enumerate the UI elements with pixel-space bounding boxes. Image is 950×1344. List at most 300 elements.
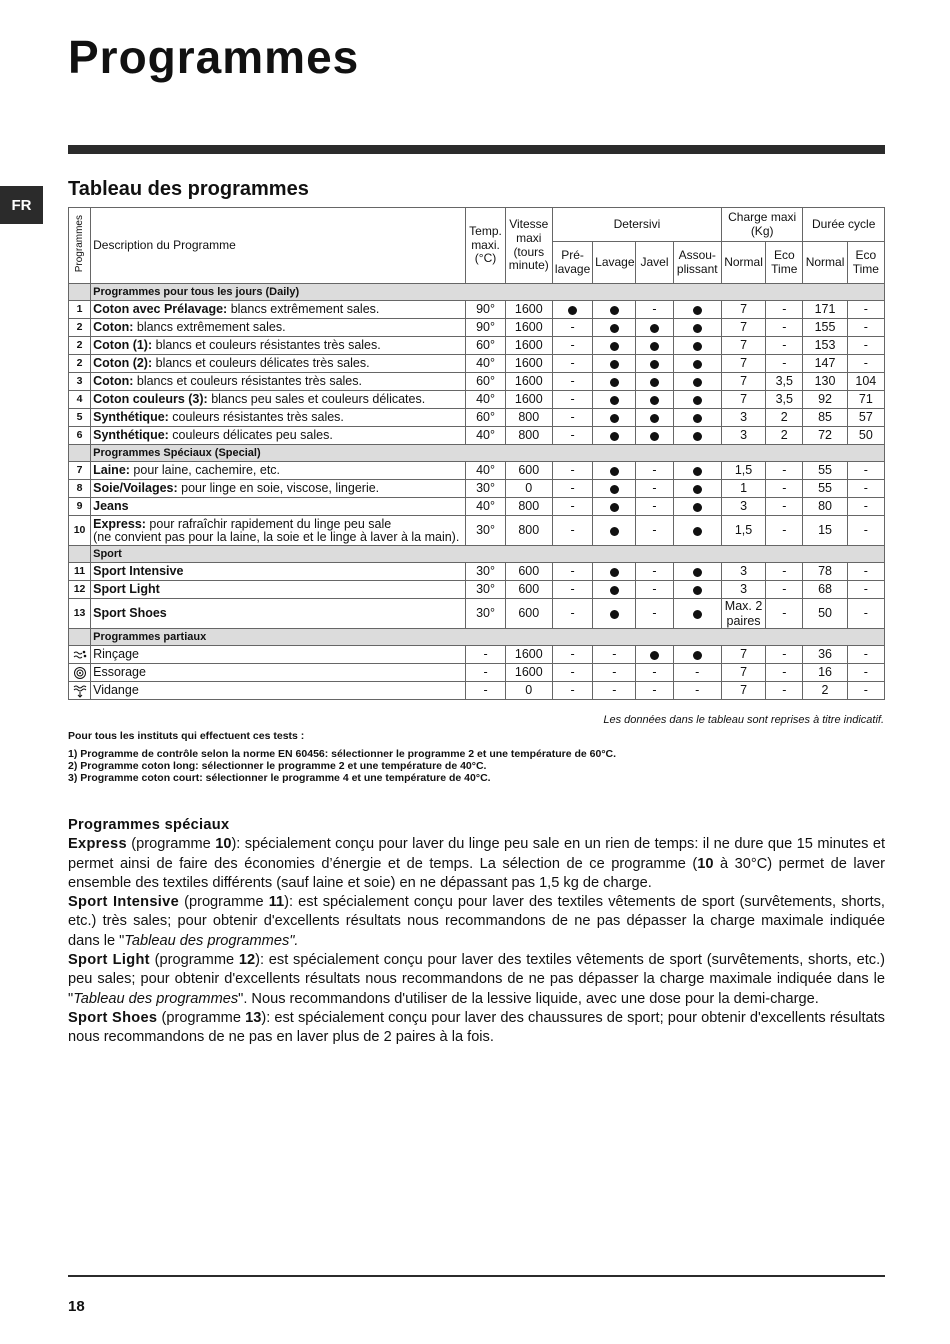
charge-eco-cell: - — [766, 664, 803, 682]
program-number — [69, 646, 91, 664]
charge-normal-cell: 7 — [721, 646, 765, 664]
assouplissant-cell — [673, 581, 721, 599]
temp-cell: 30° — [466, 599, 505, 629]
dot-marker — [693, 467, 702, 476]
prelavage-cell: - — [552, 480, 592, 498]
temp-cell: 90° — [466, 301, 505, 319]
charge-normal-cell: 3 — [721, 409, 765, 427]
sport-light-paragraph: Sport Light (programme 12): est spécialement conçu pour laver des textiles vêtements de sport (survêtements, shorts, etc.) peu sales; pour obtenir d'excellents résultats nous recommandons de ne pas dépasser la charge maximale indiquée dans le "Tableau des programmes". Nous recommandons d'utiliser de la lessive liquide, avec une dose pour la demi-charge. — [68, 952, 885, 1007]
header-duree-normal: Normal — [803, 242, 847, 284]
program-number: 2 — [69, 337, 91, 355]
assouplissant-cell — [673, 498, 721, 516]
charge-eco-cell: - — [766, 301, 803, 319]
prelavage-cell: - — [552, 391, 592, 409]
temp-cell: 30° — [466, 581, 505, 599]
table-row — [69, 581, 885, 599]
prelavage-cell: - — [552, 563, 592, 581]
dot-marker — [610, 324, 619, 333]
header-temp: Temp. maxi. (°C) — [466, 208, 505, 284]
assouplissant-cell — [673, 462, 721, 480]
charge-eco-cell: 3,5 — [766, 373, 803, 391]
header-assouplissant: Assou-plissant — [673, 242, 721, 284]
charge-eco-cell: - — [766, 646, 803, 664]
duree-eco-cell: - — [847, 599, 884, 629]
program-number: 6 — [69, 427, 91, 445]
dot-marker — [693, 651, 702, 660]
charge-normal-cell: 7 — [721, 301, 765, 319]
duree-normal-cell: 78 — [803, 563, 847, 581]
program-description: Laine: pour laine, cachemire, etc. — [91, 462, 466, 480]
charge-normal-cell: Max. 2 paires — [721, 599, 765, 629]
assouplissant-cell — [673, 337, 721, 355]
dot-marker — [610, 527, 619, 536]
charge-normal-cell: 1 — [721, 480, 765, 498]
duree-normal-cell: 92 — [803, 391, 847, 409]
dot-marker — [693, 306, 702, 315]
table-row — [69, 391, 885, 409]
special-programs-section — [68, 816, 885, 1048]
prelavage-cell: - — [552, 664, 592, 682]
program-number: 4 — [69, 391, 91, 409]
lavage-cell: - — [593, 682, 636, 700]
duree-normal-cell: 55 — [803, 480, 847, 498]
charge-normal-cell: 7 — [721, 373, 765, 391]
program-description: Coton avec Prélavage: blancs extrêmement sales. — [91, 301, 466, 319]
temp-cell: 30° — [466, 480, 505, 498]
table-row — [69, 682, 885, 700]
dot-marker — [568, 306, 577, 315]
dot-marker — [693, 586, 702, 595]
table-row — [69, 599, 885, 629]
temp-cell: 40° — [466, 462, 505, 480]
charge-eco-cell: - — [766, 581, 803, 599]
assouplissant-cell — [673, 409, 721, 427]
rinse-icon — [73, 648, 87, 662]
charge-normal-cell: 7 — [721, 355, 765, 373]
section-spacer — [69, 284, 91, 301]
dot-marker — [693, 324, 702, 333]
table-row — [69, 516, 885, 546]
duree-normal-cell: 155 — [803, 319, 847, 337]
lavage-cell — [593, 301, 636, 319]
program-description: Soie/Voilages: pour linge en soie, viscose, lingerie. — [91, 480, 466, 498]
charge-eco-cell: - — [766, 516, 803, 546]
program-description: Vidange — [91, 682, 466, 700]
prelavage-cell: - — [552, 498, 592, 516]
assouplissant-cell — [673, 319, 721, 337]
charge-normal-cell: 3 — [721, 563, 765, 581]
temp-cell: - — [466, 646, 505, 664]
temp-cell: - — [466, 682, 505, 700]
assouplissant-cell — [673, 373, 721, 391]
assouplissant-cell — [673, 516, 721, 546]
duree-eco-cell: 57 — [847, 409, 884, 427]
program-number — [69, 682, 91, 700]
header-charge-normal: Normal — [721, 242, 765, 284]
section-row — [69, 284, 885, 301]
duree-eco-cell: - — [847, 563, 884, 581]
dot-marker — [650, 396, 659, 405]
duree-eco-cell: 71 — [847, 391, 884, 409]
javel-cell: - — [636, 581, 673, 599]
javel-cell: - — [636, 462, 673, 480]
page-number: 18 — [68, 1298, 85, 1315]
lavage-cell: - — [593, 664, 636, 682]
duree-eco-cell: - — [847, 337, 884, 355]
charge-eco-cell: 3,5 — [766, 391, 803, 409]
duree-normal-cell: 36 — [803, 646, 847, 664]
lavage-cell — [593, 480, 636, 498]
duree-normal-cell: 50 — [803, 599, 847, 629]
assouplissant-cell — [673, 480, 721, 498]
dot-marker — [650, 651, 659, 660]
table-row — [69, 563, 885, 581]
charge-eco-cell: - — [766, 480, 803, 498]
duree-eco-cell: - — [847, 682, 884, 700]
lavage-cell: - — [593, 646, 636, 664]
dot-marker — [693, 432, 702, 441]
program-description: Essorage — [91, 664, 466, 682]
speed-cell: 1600 — [505, 373, 552, 391]
duree-normal-cell: 68 — [803, 581, 847, 599]
javel-cell — [636, 319, 673, 337]
lavage-cell — [593, 498, 636, 516]
charge-eco-cell: 2 — [766, 409, 803, 427]
table-row — [69, 480, 885, 498]
dot-marker — [693, 360, 702, 369]
prelavage-cell: - — [552, 581, 592, 599]
dot-marker — [610, 503, 619, 512]
lavage-cell — [593, 337, 636, 355]
header-programmes: Programmes — [69, 208, 91, 284]
lavage-cell — [593, 516, 636, 546]
header-speed: Vitesse maxi (tours minute) — [505, 208, 552, 284]
program-description: Sport Shoes — [91, 599, 466, 629]
table-row — [69, 664, 885, 682]
section-label: Sport — [91, 546, 885, 563]
duree-normal-cell: 130 — [803, 373, 847, 391]
lavage-cell — [593, 319, 636, 337]
javel-cell: - — [636, 480, 673, 498]
dot-marker — [610, 360, 619, 369]
header-javel: Javel — [636, 242, 673, 284]
charge-eco-cell: - — [766, 599, 803, 629]
section-row — [69, 445, 885, 462]
speed-cell: 800 — [505, 427, 552, 445]
language-tab: FR — [0, 186, 43, 224]
duree-eco-cell: - — [847, 319, 884, 337]
prelavage-cell: - — [552, 682, 592, 700]
temp-cell: 40° — [466, 427, 505, 445]
table-row — [69, 409, 885, 427]
drain-icon — [73, 684, 87, 698]
header-duree-eco: Eco Time — [847, 242, 884, 284]
duree-normal-cell: 147 — [803, 355, 847, 373]
dot-marker — [693, 610, 702, 619]
speed-cell: 0 — [505, 480, 552, 498]
speed-cell: 1600 — [505, 337, 552, 355]
charge-normal-cell: 3 — [721, 498, 765, 516]
javel-cell — [636, 373, 673, 391]
charge-eco-cell: - — [766, 319, 803, 337]
dot-marker — [610, 378, 619, 387]
section-label: Programmes partiaux — [91, 629, 885, 646]
lavage-cell — [593, 599, 636, 629]
program-description: Jeans — [91, 498, 466, 516]
temp-cell: 60° — [466, 409, 505, 427]
duree-normal-cell: 72 — [803, 427, 847, 445]
assouplissant-cell — [673, 301, 721, 319]
lavage-cell — [593, 427, 636, 445]
javel-cell — [636, 427, 673, 445]
prelavage-cell: - — [552, 516, 592, 546]
assouplissant-cell — [673, 646, 721, 664]
javel-cell — [636, 355, 673, 373]
section-row — [69, 629, 885, 646]
charge-normal-cell: 7 — [721, 337, 765, 355]
duree-normal-cell: 171 — [803, 301, 847, 319]
lavage-cell — [593, 563, 636, 581]
program-number: 8 — [69, 480, 91, 498]
temp-cell: - — [466, 664, 505, 682]
section-spacer — [69, 629, 91, 646]
program-description: Sport Light — [91, 581, 466, 599]
prelavage-cell: - — [552, 319, 592, 337]
javel-cell: - — [636, 682, 673, 700]
duree-normal-cell: 16 — [803, 664, 847, 682]
table-row — [69, 462, 885, 480]
section-label: Programmes Spéciaux (Special) — [91, 445, 885, 462]
speed-cell: 0 — [505, 682, 552, 700]
program-description: Express: pour rafraîchir rapidement du linge peu sale (ne convient pas pour la laine, la soie et le linge à laver à la main). — [91, 516, 466, 546]
dot-marker — [610, 586, 619, 595]
program-description: Coton (2): blancs et couleurs délicates très sales. — [91, 355, 466, 373]
table-row — [69, 301, 885, 319]
prelavage-cell: - — [552, 462, 592, 480]
dot-marker — [610, 306, 619, 315]
dot-marker — [693, 527, 702, 536]
special-heading: Programmes spéciaux — [68, 817, 230, 833]
program-number: 12 — [69, 581, 91, 599]
charge-eco-cell: 2 — [766, 427, 803, 445]
table-row — [69, 427, 885, 445]
assouplissant-cell: - — [673, 682, 721, 700]
header-charge: Charge maxi (Kg) — [721, 208, 802, 242]
charge-normal-cell: 7 — [721, 391, 765, 409]
header-charge-eco: Eco Time — [766, 242, 803, 284]
note-line: 3) Programme coton court: sélectionner le programme 4 et une température de 40°C. — [68, 772, 491, 784]
program-number: 11 — [69, 563, 91, 581]
javel-cell — [636, 409, 673, 427]
prelavage-cell: - — [552, 646, 592, 664]
express-paragraph: Express (programme 10): spécialement conçu pour laver du linge peu sale en un rien de temps: il ne dure que 15 minutes et permet ainsi de faire des économies d’énergie et de temps. La sélection de ce programme (10 à 30°C) permet de laver ensemble des textiles différents (sauf laine et soie) en ne dépassant pas 1,5 kg de charge. — [68, 836, 885, 891]
header-lavage: Lavage — [593, 242, 636, 284]
speed-cell: 800 — [505, 498, 552, 516]
table-note: Les données dans le tableau sont reprises à titre indicatif. — [603, 714, 884, 726]
assouplissant-cell — [673, 599, 721, 629]
sport-shoes-paragraph: Sport Shoes (programme 13): est spécialement conçu pour laver des chaussures de sport; pour obtenir d'excellents résultats nous recommandons de ne pas en laver plus de 2 paires à la fois. — [68, 1009, 885, 1046]
duree-eco-cell: - — [847, 301, 884, 319]
program-number: 1 — [69, 301, 91, 319]
javel-cell: - — [636, 516, 673, 546]
duree-normal-cell: 55 — [803, 462, 847, 480]
table-row — [69, 355, 885, 373]
program-description: Coton: blancs et couleurs résistantes très sales. — [91, 373, 466, 391]
duree-eco-cell: - — [847, 355, 884, 373]
temp-cell: 60° — [466, 373, 505, 391]
program-description: Synthétique: couleurs délicates peu sales. — [91, 427, 466, 445]
header-detersivi: Detersivi — [552, 208, 721, 242]
dot-marker — [650, 342, 659, 351]
page-title: Programmes — [68, 31, 360, 83]
charge-normal-cell: 3 — [721, 581, 765, 599]
javel-cell: - — [636, 664, 673, 682]
footer-rule — [68, 1275, 885, 1277]
program-number: 7 — [69, 462, 91, 480]
program-number: 13 — [69, 599, 91, 629]
charge-normal-cell: 1,5 — [721, 462, 765, 480]
speed-cell: 1600 — [505, 646, 552, 664]
temp-cell: 60° — [466, 337, 505, 355]
dot-marker — [693, 396, 702, 405]
prelavage-cell: - — [552, 409, 592, 427]
program-number — [69, 664, 91, 682]
lavage-cell — [593, 391, 636, 409]
program-description: Coton (1): blancs et couleurs résistantes très sales. — [91, 337, 466, 355]
assouplissant-cell — [673, 563, 721, 581]
speed-cell: 800 — [505, 516, 552, 546]
charge-eco-cell: - — [766, 337, 803, 355]
table-row — [69, 373, 885, 391]
program-description: Coton couleurs (3): blancs peu sales et couleurs délicates. — [91, 391, 466, 409]
table-row — [69, 646, 885, 664]
assouplissant-cell — [673, 355, 721, 373]
prelavage-cell: - — [552, 355, 592, 373]
javel-cell: - — [636, 301, 673, 319]
header-prelavage: Pré-lavage — [552, 242, 592, 284]
charge-eco-cell: - — [766, 498, 803, 516]
charge-normal-cell: 1,5 — [721, 516, 765, 546]
program-number: 10 — [69, 516, 91, 546]
temp-cell: 40° — [466, 391, 505, 409]
javel-cell — [636, 391, 673, 409]
javel-cell — [636, 646, 673, 664]
dot-marker — [650, 378, 659, 387]
section-label: Programmes pour tous les jours (Daily) — [91, 284, 885, 301]
speed-cell: 600 — [505, 581, 552, 599]
note-line: 1) Programme de contrôle selon la norme EN 60456: sélectionner le programme 2 et une température de 60°C. — [68, 748, 617, 760]
speed-cell: 1600 — [505, 355, 552, 373]
lavage-cell — [593, 355, 636, 373]
program-number: 3 — [69, 373, 91, 391]
table-row — [69, 337, 885, 355]
temp-cell: 90° — [466, 319, 505, 337]
header-description: Description du Programme — [91, 208, 466, 284]
duree-eco-cell: - — [847, 516, 884, 546]
assouplissant-cell — [673, 427, 721, 445]
lavage-cell — [593, 581, 636, 599]
charge-normal-cell: 7 — [721, 664, 765, 682]
speed-cell: 600 — [505, 563, 552, 581]
section-spacer — [69, 546, 91, 563]
prelavage-cell: - — [552, 599, 592, 629]
speed-cell: 1600 — [505, 301, 552, 319]
speed-cell: 600 — [505, 599, 552, 629]
javel-cell: - — [636, 498, 673, 516]
test-notes — [68, 730, 616, 784]
speed-cell: 1600 — [505, 391, 552, 409]
table-title: Tableau des programmes — [68, 178, 309, 200]
temp-cell: 30° — [466, 516, 505, 546]
header-rule — [68, 145, 885, 154]
program-description: Rinçage — [91, 646, 466, 664]
assouplissant-cell: - — [673, 664, 721, 682]
speed-cell: 1600 — [505, 319, 552, 337]
duree-eco-cell: 104 — [847, 373, 884, 391]
speed-cell: 1600 — [505, 664, 552, 682]
duree-normal-cell: 2 — [803, 682, 847, 700]
dot-marker — [693, 342, 702, 351]
charge-eco-cell: - — [766, 462, 803, 480]
charge-normal-cell: 7 — [721, 319, 765, 337]
dot-marker — [693, 414, 702, 423]
lavage-cell — [593, 373, 636, 391]
dot-marker — [650, 360, 659, 369]
dot-marker — [650, 432, 659, 441]
duree-eco-cell: - — [847, 462, 884, 480]
table-row — [69, 319, 885, 337]
duree-eco-cell: - — [847, 480, 884, 498]
dot-marker — [650, 414, 659, 423]
charge-eco-cell: - — [766, 682, 803, 700]
spin-icon — [73, 666, 87, 680]
header-duree: Durée cycle — [803, 208, 885, 242]
dot-marker — [610, 485, 619, 494]
duree-eco-cell: - — [847, 498, 884, 516]
temp-cell: 40° — [466, 498, 505, 516]
charge-eco-cell: - — [766, 355, 803, 373]
section-spacer — [69, 445, 91, 462]
program-description: Sport Intensive — [91, 563, 466, 581]
duree-normal-cell: 15 — [803, 516, 847, 546]
prelavage-cell: - — [552, 373, 592, 391]
speed-cell: 800 — [505, 409, 552, 427]
duree-eco-cell: - — [847, 664, 884, 682]
program-number: 2 — [69, 319, 91, 337]
lavage-cell — [593, 409, 636, 427]
notes-intro: Pour tous les instituts qui effectuent ces tests : — [68, 730, 305, 742]
javel-cell: - — [636, 599, 673, 629]
charge-normal-cell: 7 — [721, 682, 765, 700]
duree-normal-cell: 85 — [803, 409, 847, 427]
dot-marker — [610, 342, 619, 351]
sport-intensive-paragraph: Sport Intensive (programme 11): est spécialement conçu pour laver des textiles vêtements de sport (survêtements, shorts, etc.) très sales; pour obtenir d'excellents résultats nous recommandons de ne pas dépasser la charge maximale indiquée dans le "Tableau des programmes". — [68, 894, 885, 949]
note-line: 2) Programme coton long: sélectionner le programme 2 et une température de 40°C. — [68, 760, 487, 772]
program-number: 5 — [69, 409, 91, 427]
dot-marker — [693, 485, 702, 494]
duree-eco-cell: - — [847, 646, 884, 664]
table-row — [69, 498, 885, 516]
javel-cell: - — [636, 563, 673, 581]
dot-marker — [693, 568, 702, 577]
dot-marker — [693, 378, 702, 387]
programs-table — [68, 207, 885, 700]
prelavage-cell: - — [552, 337, 592, 355]
speed-cell: 600 — [505, 462, 552, 480]
duree-eco-cell: - — [847, 581, 884, 599]
program-number: 2 — [69, 355, 91, 373]
temp-cell: 40° — [466, 355, 505, 373]
